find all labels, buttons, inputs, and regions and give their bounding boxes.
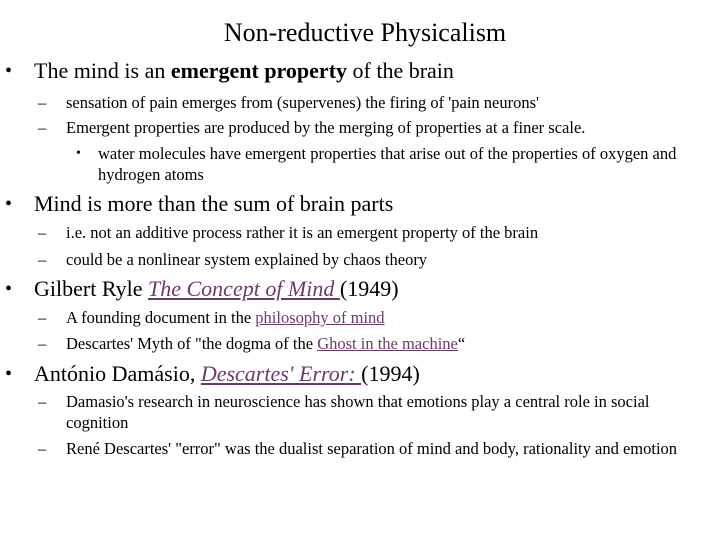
sub-bullet-text-pre: Descartes' Myth of "the dogma of the [66,334,318,353]
sub-bullet-nonlinear-system [38,249,711,270]
sub-bullet-descartes-error [38,438,711,459]
concept-of-mind-link[interactable]: The Concept of Mind [148,276,340,301]
sub-sub-bullet-text: water molecules have emergent properties that arise out of the properties of oxygen and hydrogen atoms [98,144,677,184]
dash-icon: – [38,118,47,137]
bullet-text-pre: Gilbert Ryle [34,276,148,301]
sub-sub-bullet-water-molecules [76,143,710,185]
philosophy-of-mind-link[interactable]: philosophy of mind [255,308,385,327]
sub-bullet-text: René Descartes' "error" was the dualist separation of mind and body, rationality and emotion [66,439,678,458]
dash-icon: – [38,308,47,327]
dash-icon: – [38,223,47,242]
sub-bullet-text: Emergent properties are produced by the merging of properties at a finer scale. [66,118,586,137]
sub-bullet-text-pre: A founding document in the [66,308,256,327]
bullet-antonio-damasio [5,361,420,387]
bullet-text-post: (1994) [361,361,420,386]
sub-bullet-text: sensation of pain emerges from (supervenes) the firing of 'pain neurons' [66,93,540,112]
bullet-text: Mind is more than the sum of brain parts [34,191,394,216]
sub-bullet-founding-document [38,307,711,328]
sub-bullet-damasio-research [38,391,711,433]
sub-bullet-pain-sensation [38,92,711,113]
bullet-mind-more-than-sum [5,191,394,217]
dash-icon: – [38,250,47,269]
sub-bullet-not-additive [38,222,711,243]
dash-icon: – [38,439,47,458]
bullet-icon: • [76,146,81,161]
bullet-icon: • [5,60,13,82]
sub-bullet-text: Damasio's research in neuroscience has shown that emotions play a central role in social cognition [66,392,650,432]
bullet-text-pre: The mind is an [34,58,171,83]
sub-bullet-emergent-properties [38,117,711,138]
bullet-gilbert-ryle [5,276,399,302]
bullet-icon: • [5,363,13,385]
descartes-error-link[interactable]: Descartes' Error: [200,361,362,386]
bullet-text-pre: António Damásio, [34,361,201,386]
bullet-icon: • [5,278,13,300]
bullet-emergent-property [5,58,454,84]
bullet-text-post: of the brain [347,58,454,83]
bullet-text-post: (1949) [339,276,399,301]
slide-title: Non-reductive Physicalism [223,18,507,47]
sub-bullet-text-post: “ [457,334,466,353]
dash-icon: – [38,392,47,411]
bullet-icon: • [5,193,13,215]
bullet-text-bold: emergent property [170,58,348,83]
ghost-in-the-machine-link[interactable]: Ghost in the machine [317,334,458,353]
dash-icon: – [38,334,47,353]
sub-bullet-descartes-myth [38,333,711,354]
sub-bullet-text: i.e. not an additive process rather it is an emergent property of the brain [66,223,539,242]
sub-bullet-text: could be a nonlinear system explained by chaos theory [66,250,428,269]
dash-icon: – [38,93,47,112]
